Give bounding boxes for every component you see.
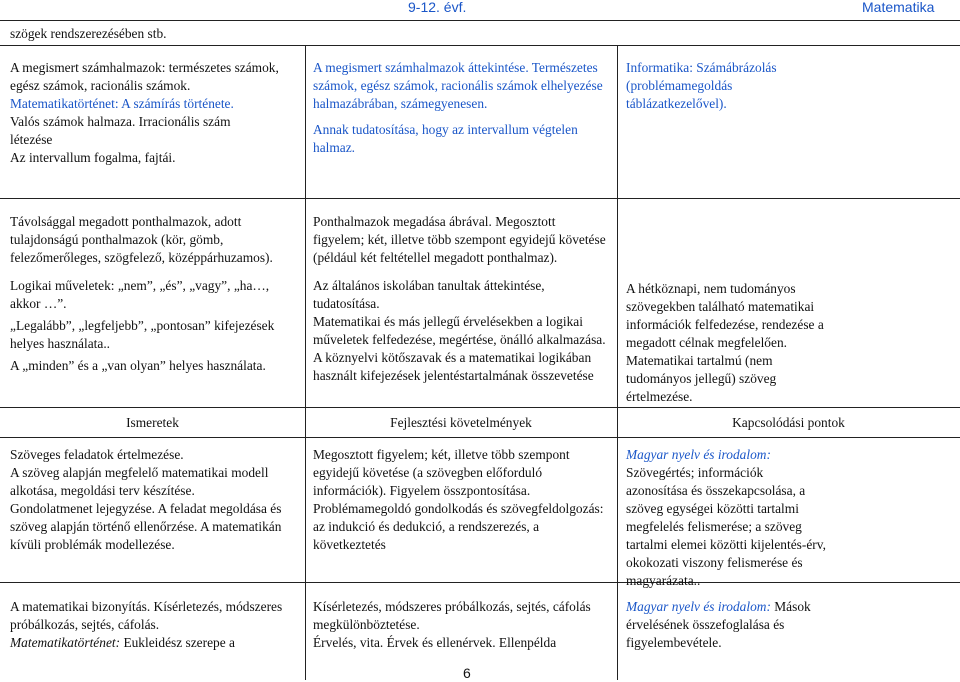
grade-label: 9-12. évf. [408, 0, 467, 15]
row4-col2 [313, 598, 607, 652]
text-line: A megismert számhalmazok áttekintése. Természetes számok, egész számok, racionális számok elhelyezése halmazábrában, számegyenesen. [313, 60, 603, 111]
text-line: Matematikai és más jellegű érvelésekben a logikai műveletek felfedezése, megértése, önálló alkalmazása. A köznyelvi kötőszavak és a matematikai logikában használt kifejezések jelentéstartalmának összevetése [313, 314, 606, 383]
text-line: A matematikai bizonyítás. Kísérletezés, módszeres próbálkozás, sejtés, cáfolás. [10, 599, 283, 632]
text-line: Távolsággal megadott ponthalmazok, adott tulajdonságú ponthalmazok (kör, gömb, felezőmerőleges, szögfelező, középpárhuzamos). [10, 214, 273, 265]
row3-col1 [10, 446, 295, 554]
row1-col3 [626, 59, 826, 113]
intro-line: szögek rendszerezésében stb. [10, 26, 167, 41]
text-line: A „minden” és a „van olyan” helyes használata. [10, 358, 266, 373]
row3-col2 [313, 446, 607, 554]
rule-header-top [0, 407, 960, 408]
text-line: „Legalább”, „legfeljebb”, „pontosan” kifejezések helyes használata.. [10, 318, 275, 351]
text-line: A megismert számhalmazok: természetes számok, egész számok, racionális számok. [10, 60, 279, 93]
text-line: Szöveges feladatok értelmezése. [10, 447, 184, 462]
text-line: Kísérletezés, módszeres próbálkozás, sejtés, cáfolás megkülönböztetése. [313, 599, 591, 632]
subject-ref: Matematikatörténet: [10, 635, 121, 650]
rule-top [0, 45, 960, 46]
row4-col1 [10, 598, 295, 652]
text-line: Valós számok halmaza. Irracionális szám létezése [10, 114, 231, 147]
text-line: Az intervallum fogalma, fajtái. [10, 150, 176, 165]
col-divider-1 [305, 45, 306, 680]
row2-col2 [313, 213, 607, 385]
text-line: Problémamegoldó gondolkodás és szövegfeldolgozás: az indukció és dedukció, a rendszerezés, a következtetés [313, 501, 604, 552]
text-line: Az általános iskolában tanultak áttekintése, tudatosítása. [313, 278, 545, 311]
text-line: A szöveg alapján megfelelő matematikai modell alkotása, megoldási terv készítése. [10, 465, 269, 498]
row2-col1 [10, 213, 300, 375]
row3-col3 [626, 446, 826, 590]
rule-header-bottom [0, 437, 960, 438]
text-line: Logikai műveletek: „nem”, „és”, „vagy”, „ha…, akkor …”. [10, 278, 270, 311]
header-ismeretek: Ismeretek [126, 415, 179, 430]
text-line: Eukleidész szerepe a [123, 635, 235, 650]
header-rule [0, 20, 960, 21]
subject-label: Matematika [862, 0, 935, 15]
text-line: Informatika: Számábrázolás (problémamegoldás táblázatkezelővel). [626, 60, 777, 111]
rule-row2 [0, 198, 960, 199]
col-divider-2 [617, 45, 618, 680]
row4-col3 [626, 598, 826, 652]
subject-ref: Magyar nyelv és irodalom: [626, 599, 771, 614]
text-line: Matematikatörténet: A számírás története. [10, 96, 234, 111]
subject-ref: Magyar nyelv és irodalom: [626, 447, 771, 462]
header-fejlesztesi: Fejlesztési követelmények [390, 415, 532, 430]
text-line: Ponthalmazok megadása ábrával. Megosztott figyelem; két, illetve több szempont egyidejű követése (például két feltétellel megadott ponthalmaz). [313, 214, 606, 265]
text-line: Gondolatmenet lejegyzése. A feladat megoldása és szöveg alapján történő ellenőrzése. A matematikán kívüli problémák modellezése. [10, 501, 282, 552]
text-line: Megosztott figyelem; két, illetve több szempont egyidejű követése (a szövegben előforduló információk). Figyelem összpontosítása. [313, 447, 570, 498]
text-line: A hétköznapi, nem tudományos szövegekben található matematikai információk felfedezése, rendezése a megadott célnak megfelelően. Matematikai tartalmú (nem tudományos jellegű) szöveg értelmezése. [626, 281, 824, 404]
row2-col3 [626, 280, 836, 406]
text-line: Mások érvelésének összefoglalása és figyelembevétele. [626, 599, 811, 650]
text-line: Szövegértés; információk azonosítása és összekapcsolása, a szöveg egységei közötti tartalmi megfelelés felismerése; a szöveg tartalmi elemei közötti kijelentés-érv, okokozati viszony felismerése és magyarázata.. [626, 465, 826, 588]
row1-col2 [313, 59, 605, 157]
text-line: Érvelés, vita. Érvek és ellenérvek. Ellenpélda [313, 635, 557, 650]
header-kapcsolodasi: Kapcsolódási pontok [732, 415, 845, 430]
row1-col1 [10, 59, 300, 167]
page-number: 6 [463, 665, 471, 681]
text-line: Annak tudatosítása, hogy az intervallum végtelen halmaz. [313, 122, 578, 155]
